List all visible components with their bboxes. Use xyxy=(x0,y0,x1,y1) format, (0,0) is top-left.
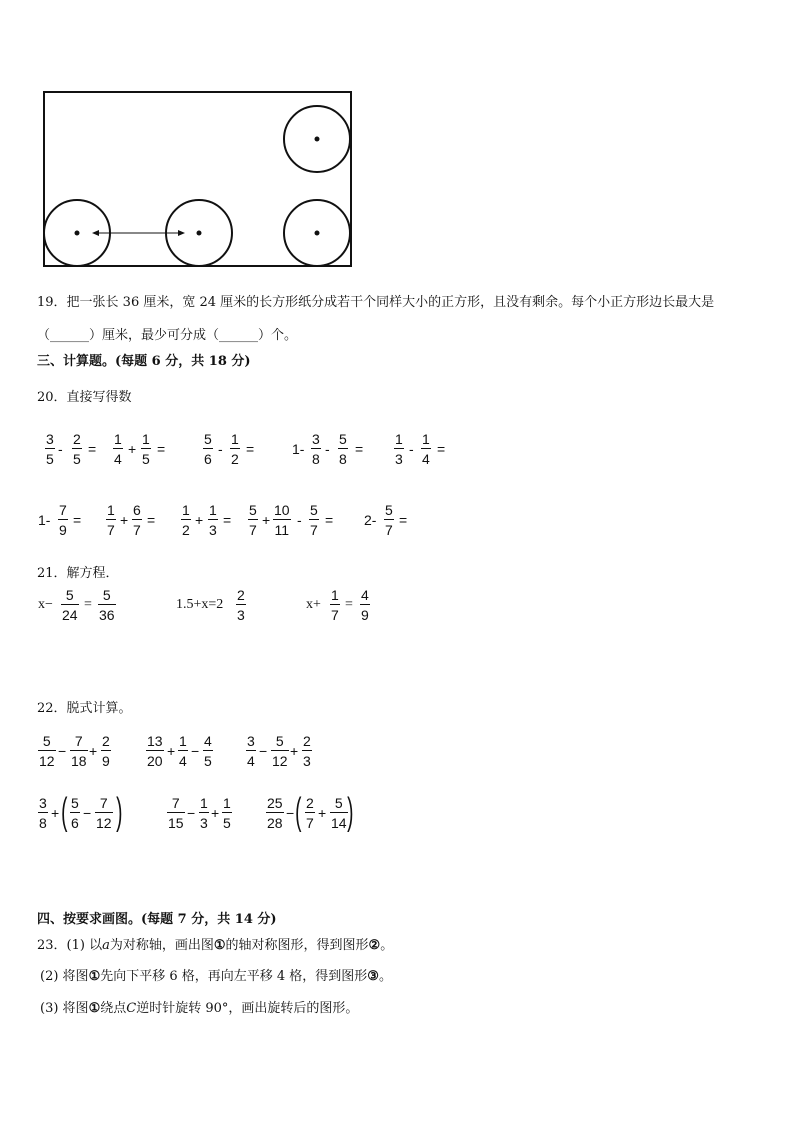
fraction: 5 24 xyxy=(62,587,78,623)
fraction: 5 6 xyxy=(71,795,79,831)
fraction: 5 8 xyxy=(339,431,347,467)
fraction: 1 5 xyxy=(142,431,150,467)
equals: = xyxy=(84,597,92,612)
circled-1: ① xyxy=(88,1001,101,1016)
fraction: 2 7 xyxy=(306,795,314,831)
fraction: 1 5 xyxy=(223,795,231,831)
operator: + xyxy=(195,512,204,528)
prefix: 1- xyxy=(292,441,305,457)
fraction: 5 12 xyxy=(272,733,288,769)
right-paren: ) xyxy=(347,791,354,833)
operator: − xyxy=(191,743,200,759)
circled-1: ① xyxy=(88,969,101,984)
equals: = xyxy=(73,512,82,528)
variable-a: a xyxy=(102,938,110,953)
fraction: 3 4 xyxy=(247,733,255,769)
fraction: 7 12 xyxy=(96,795,112,831)
fraction: 4 5 xyxy=(204,733,212,769)
operator: - xyxy=(409,441,414,457)
section4-heading: 四、按要求画图。(每题 7 分，共 14 分) xyxy=(37,912,277,927)
fraction: 5 6 xyxy=(204,431,212,467)
section3-heading: 三、计算题。(每题 6 分，共 18 分) xyxy=(37,354,251,369)
rectangle-frame xyxy=(44,92,351,266)
fraction: 5 14 xyxy=(331,795,347,831)
fraction: 1 3 xyxy=(395,431,403,467)
operator: − xyxy=(83,805,92,821)
operator: - xyxy=(218,441,223,457)
q23-line1: 23．(1) 以a为对称轴，画出图①的轴对称图形，得到图形②。 xyxy=(37,938,394,953)
equals: = xyxy=(246,441,255,457)
fraction: 2 3 xyxy=(237,587,245,623)
fraction: 4 9 xyxy=(361,587,369,623)
fraction: 1 2 xyxy=(182,502,190,538)
equals: = xyxy=(437,441,446,457)
equals: = xyxy=(88,441,97,457)
operator: − xyxy=(187,805,196,821)
equals: = xyxy=(157,441,166,457)
fraction: 5 36 xyxy=(99,587,115,623)
point-c: C xyxy=(126,1001,137,1016)
q20-label: 20．直接写得数 xyxy=(37,390,132,405)
operator: + xyxy=(51,805,60,821)
fraction: 7 9 xyxy=(59,502,67,538)
prefix: 2- xyxy=(364,512,377,528)
fraction: 1 3 xyxy=(209,502,217,538)
fraction: 1 4 xyxy=(179,733,187,769)
fraction: 25 28 xyxy=(267,795,283,831)
fraction: 1 4 xyxy=(114,431,122,467)
variable-x: x+ xyxy=(306,597,321,612)
fraction: 3 5 xyxy=(46,431,54,467)
equation-left: 1.5+x=2 xyxy=(176,597,224,612)
fraction: 1 7 xyxy=(331,587,339,623)
operator: - xyxy=(58,441,63,457)
fraction: 5 7 xyxy=(310,502,318,538)
fraction: 10 11 xyxy=(274,502,290,538)
fraction: 1 4 xyxy=(422,431,430,467)
fraction: 2 3 xyxy=(303,733,311,769)
arrow-head-right xyxy=(178,230,185,236)
fraction: 3 8 xyxy=(39,795,47,831)
fraction: 1 3 xyxy=(200,795,208,831)
circle-bottom-middle-center xyxy=(197,231,202,236)
fraction: 3 8 xyxy=(312,431,320,467)
operator: - xyxy=(325,441,330,457)
equals: = xyxy=(355,441,364,457)
operator: + xyxy=(120,512,129,528)
operator: - xyxy=(297,512,302,528)
equals: = xyxy=(223,512,232,528)
q23-line3: (3) 将图①绕点C逆时针旋转 90°，画出旋转后的图形。 xyxy=(40,1001,359,1016)
q21-label: 21．解方程． xyxy=(37,566,119,581)
equals: = xyxy=(399,512,408,528)
operator: + xyxy=(262,512,271,528)
fraction: 1 7 xyxy=(107,502,115,538)
equals: = xyxy=(345,597,353,612)
operator: − xyxy=(58,743,67,759)
fraction: 7 15 xyxy=(168,795,184,831)
q19-line1: 19．把一张长 36 厘米，宽 24 厘米的长方形纸分成若干个同样大小的正方形，且没有剩余。每个小正方形边长最大是 xyxy=(37,295,715,310)
fraction: 6 7 xyxy=(133,502,141,538)
circled-1: ① xyxy=(213,938,226,953)
q19-line2: （______）厘米，最少可分成（______）个。 xyxy=(37,328,298,343)
equals: = xyxy=(147,512,156,528)
circle-bottom-right-center xyxy=(315,231,320,236)
variable-x: x− xyxy=(38,597,53,612)
fraction: 2 5 xyxy=(73,431,81,467)
circles-diagram xyxy=(40,88,356,270)
operator: − xyxy=(286,805,295,821)
operator: + xyxy=(167,743,176,759)
equals: = xyxy=(325,512,334,528)
arrow-head-left xyxy=(92,230,99,236)
circle-bottom-left-center xyxy=(75,231,80,236)
operator: + xyxy=(318,805,327,821)
fraction: 13 20 xyxy=(147,733,163,769)
left-paren: ( xyxy=(295,791,302,833)
operator: + xyxy=(290,743,299,759)
right-paren: ) xyxy=(116,791,123,833)
q23-line2: (2) 将图①先向下平移 6 格，再向左平移 4 格，得到图形③。 xyxy=(40,969,392,984)
operator: − xyxy=(259,743,268,759)
fraction: 5 7 xyxy=(249,502,257,538)
operator: + xyxy=(128,441,137,457)
fraction: 2 9 xyxy=(102,733,110,769)
prefix: 1- xyxy=(38,512,51,528)
fraction: 1 2 xyxy=(231,431,239,467)
fraction: 5 7 xyxy=(385,502,393,538)
fraction: 5 12 xyxy=(39,733,55,769)
circle-top-right-center xyxy=(315,137,320,142)
operator: + xyxy=(211,805,220,821)
circled-2: ② xyxy=(368,938,381,953)
fraction: 7 18 xyxy=(71,733,87,769)
left-paren: ( xyxy=(61,791,68,833)
operator: + xyxy=(89,743,98,759)
q22-label: 22．脱式计算。 xyxy=(37,701,132,716)
circled-3: ③ xyxy=(367,969,379,984)
